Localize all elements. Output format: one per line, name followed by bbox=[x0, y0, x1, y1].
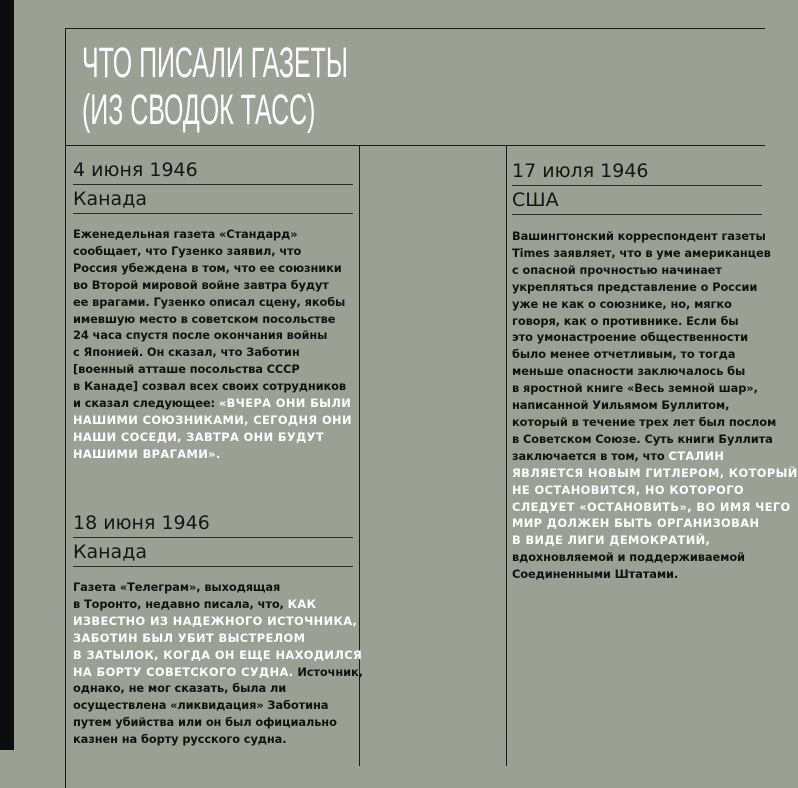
body-text: заключается в том, что bbox=[512, 448, 669, 463]
highlighted-quote: В ВИДЕ ЛИГИ ДЕМОКРАТИЙ, bbox=[512, 533, 711, 548]
body-line bbox=[73, 243, 353, 260]
body-text: вдохновляемой и поддерживаемой bbox=[512, 550, 745, 565]
highlighted-quote: ЯВЛЯЕТСЯ НОВЫМ ГИТЛЕРОМ, КОТОРЫЙ bbox=[512, 465, 798, 480]
entry-place: Канада bbox=[73, 185, 353, 214]
body-line bbox=[512, 515, 762, 532]
entry-body bbox=[73, 579, 363, 748]
body-line bbox=[512, 262, 762, 279]
entry-date: 18 июня 1946 bbox=[73, 511, 353, 538]
title-line-2: (ИЗ СВОДОК ТАСС) bbox=[82, 86, 316, 134]
highlighted-quote: НАШИМИ ВРАГАМИ». bbox=[73, 446, 221, 461]
body-line bbox=[73, 596, 353, 613]
body-line bbox=[73, 680, 353, 697]
entry-place: США bbox=[512, 186, 762, 215]
body-line bbox=[73, 294, 353, 311]
highlighted-quote: НАШИ СОСЕДИ, ЗАВТРА ОНИ БУДУТ bbox=[73, 429, 325, 444]
body-text: Источник, bbox=[293, 664, 363, 679]
body-line bbox=[73, 630, 353, 647]
body-line bbox=[512, 296, 762, 313]
news-entry bbox=[73, 158, 353, 463]
body-line bbox=[73, 327, 353, 344]
body-text: во Второй мировой войне завтра будут bbox=[73, 277, 329, 292]
body-text: в Советском Союзе. Суть книги Буллита bbox=[512, 431, 773, 446]
body-line bbox=[512, 532, 762, 549]
body-line bbox=[73, 647, 363, 664]
body-line bbox=[73, 395, 353, 412]
body-text: сообщает, что Гузенко заявил, что bbox=[73, 243, 302, 258]
body-text: который в течение трех лет был послом bbox=[512, 414, 777, 429]
body-text: было менее отчетливым, то тогда bbox=[512, 347, 736, 362]
body-text: ее врагами. Гузенко описал сцену, якобы bbox=[73, 294, 346, 309]
highlighted-quote: «ВЧЕРА ОНИ БЫЛИ bbox=[218, 396, 352, 411]
body-line bbox=[73, 260, 353, 277]
body-line bbox=[512, 397, 762, 414]
body-text: Еженедельная газета «Стандард» bbox=[73, 227, 298, 241]
body-line bbox=[512, 566, 762, 583]
body-text: Вашингтонский корреспондент газеты bbox=[512, 229, 766, 243]
body-text: с Японией. Он сказал, что Заботин bbox=[73, 345, 300, 360]
highlighted-quote: ЗАБОТИН БЫЛ УБИТ ВЫСТРЕЛОМ bbox=[73, 630, 306, 645]
body-line bbox=[73, 311, 353, 328]
highlighted-quote: НА БОРТУ СОВЕТСКОГО СУДНА. bbox=[73, 664, 294, 679]
body-text: Соединенными Штатами. bbox=[512, 567, 679, 582]
body-text: в Канаде] созвал всех своих сотрудников bbox=[73, 379, 346, 394]
body-line bbox=[512, 431, 773, 448]
body-line bbox=[73, 226, 353, 243]
body-line bbox=[73, 446, 353, 463]
highlighted-quote: СТАЛИН bbox=[668, 448, 725, 463]
body-line bbox=[73, 412, 353, 429]
body-line bbox=[73, 731, 353, 748]
body-text: меньше опасности заключалось бы bbox=[512, 364, 746, 379]
body-line bbox=[73, 429, 353, 446]
highlighted-quote: МИР ДОЛЖЕН БЫТЬ ОРГАНИЗОВАН bbox=[512, 516, 760, 531]
highlighted-quote: СЛЕДУЕТ «ОСТАНОВИТЬ», ВО ИМЯ ЧЕГО bbox=[512, 499, 791, 514]
body-line bbox=[512, 363, 762, 380]
body-line bbox=[512, 414, 777, 431]
body-line bbox=[512, 245, 771, 262]
body-text: Газета «Телеграм», выходящая bbox=[73, 580, 281, 594]
body-line bbox=[73, 697, 353, 714]
body-text: однако, не мог сказать, была ли bbox=[73, 681, 287, 696]
highlighted-quote: НАШИМИ СОЮЗНИКАМИ, СЕГОДНЯ ОНИ bbox=[73, 412, 352, 427]
entry-date: 17 июля 1946 bbox=[512, 159, 762, 186]
entry-body bbox=[512, 228, 798, 583]
page-title bbox=[82, 40, 348, 134]
body-text: путем убийства или он был официально bbox=[73, 715, 337, 730]
body-text: казнен на борту русского судна. bbox=[73, 732, 287, 747]
column-divider bbox=[506, 146, 507, 766]
body-text: укрепляться представление о России bbox=[512, 279, 758, 294]
body-text: 24 часа спустя после окончания войны bbox=[73, 328, 328, 343]
body-text: Россия убеждена в том, что ее союзники bbox=[73, 260, 342, 275]
highlighted-quote: НЕ ОСТАНОВИТСЯ, НО КОТОРОГО bbox=[512, 482, 744, 497]
body-text: это умонастроение общественности bbox=[512, 330, 748, 345]
entry-date: 4 июня 1946 bbox=[73, 158, 353, 185]
body-line bbox=[73, 344, 353, 361]
body-line bbox=[73, 277, 353, 294]
body-line bbox=[512, 346, 762, 363]
body-text: в Торонто, недавно писала, что, bbox=[73, 596, 288, 611]
body-line bbox=[73, 613, 358, 630]
body-line bbox=[512, 329, 762, 346]
body-line bbox=[512, 279, 762, 296]
body-line bbox=[73, 664, 363, 681]
body-line bbox=[512, 465, 798, 482]
body-text: [военный атташе посольства СССР bbox=[73, 362, 300, 377]
title-line-1: ЧТО ПИСАЛИ ГАЗЕТЫ bbox=[82, 39, 348, 87]
body-text: имевшую место в советском посольстве bbox=[73, 311, 336, 326]
body-line bbox=[73, 714, 353, 731]
body-line bbox=[73, 579, 353, 596]
body-text: осуществлена «ликвидация» Заботина bbox=[73, 698, 329, 713]
body-text: написанной Уильямом Буллитом, bbox=[512, 398, 730, 413]
left-edge-bar bbox=[0, 0, 14, 750]
body-text: и сказал следующее: bbox=[73, 396, 219, 411]
body-text: уже не как о союзнике, но, мягко bbox=[512, 296, 732, 311]
body-line bbox=[512, 499, 791, 516]
body-text: с опасной прочностью начинает bbox=[512, 262, 722, 277]
entry-place: Канада bbox=[73, 538, 353, 567]
body-line bbox=[512, 448, 762, 465]
news-entry bbox=[512, 159, 798, 583]
body-line bbox=[512, 549, 762, 566]
entry-body bbox=[73, 226, 353, 463]
body-line bbox=[512, 482, 762, 499]
news-entry bbox=[73, 511, 363, 748]
body-line bbox=[512, 313, 762, 330]
body-line bbox=[73, 378, 353, 395]
body-text: говоря, как о противнике. Если бы bbox=[512, 313, 739, 328]
body-text: в яростной книге «Весь земной шар», bbox=[512, 381, 758, 396]
body-line bbox=[73, 361, 353, 378]
body-line bbox=[512, 380, 762, 397]
body-text: Times заявляет, что в уме американцев bbox=[512, 245, 771, 260]
highlighted-quote: ИЗВЕСТНО ИЗ НАДЕЖНОГО ИСТОЧНИКА, bbox=[73, 613, 358, 628]
highlighted-quote: В ЗАТЫЛОК, КОГДА ОН ЕЩЕ НАХОДИЛСЯ bbox=[73, 647, 363, 662]
body-line bbox=[512, 228, 766, 245]
highlighted-quote: КАК bbox=[287, 596, 317, 611]
